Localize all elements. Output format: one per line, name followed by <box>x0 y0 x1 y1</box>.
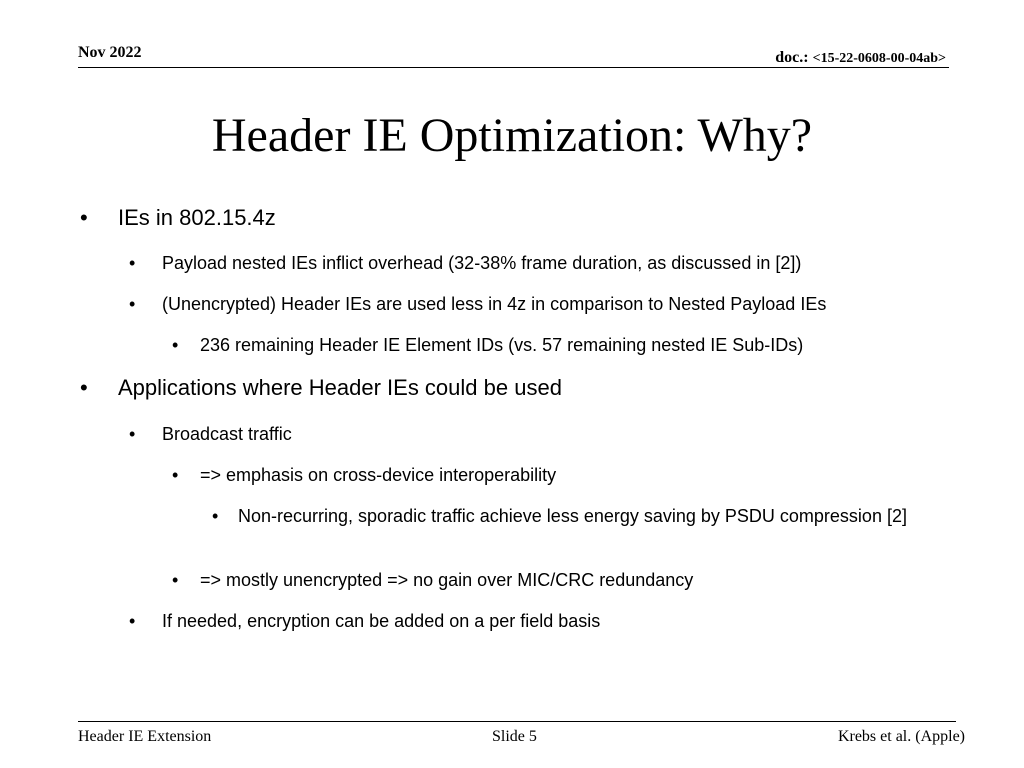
bullet-item-level-2 <box>129 251 952 275</box>
bullet-item-level-4 <box>212 504 952 528</box>
footer-author: Krebs et al. (Apple) <box>837 728 965 745</box>
bullet-text: => mostly unencrypted => no gain over MIC/CRC redundancy <box>200 570 694 590</box>
bullet-text: Non-recurring, sporadic traffic achieve less energy saving by PSDU compression [2] <box>238 506 907 526</box>
bullet-item-level-2 <box>129 609 952 633</box>
bullet-text: Broadcast traffic <box>162 424 292 444</box>
bullet-text: If needed, encryption can be added on a per field basis <box>162 611 601 631</box>
bullet-item-level-1 <box>80 375 958 401</box>
bullet-icon: • <box>129 424 136 444</box>
bullet-icon: • <box>212 506 219 526</box>
footer-rule <box>78 721 956 722</box>
bullet-icon: • <box>80 375 88 400</box>
bullet-item-level-2 <box>129 422 952 446</box>
bullet-icon: • <box>129 611 136 631</box>
bullet-item-level-2 <box>129 292 952 316</box>
bullet-text: IEs in 802.15.4z <box>118 205 276 230</box>
bullet-text: 236 remaining Header IE Element IDs (vs. 57 remaining nested IE Sub-IDs) <box>200 335 804 355</box>
bullet-icon: • <box>172 465 179 485</box>
header-doc-prefix: doc.: <box>775 49 813 66</box>
bullet-icon: • <box>172 570 179 590</box>
bullet-text: Payload nested IEs inflict overhead (32-38% frame duration, as discussed in [2]) <box>162 253 802 273</box>
bullet-item-level-3 <box>172 568 950 592</box>
bullet-icon: • <box>172 335 179 355</box>
slide-title: Header IE Optimization: Why? <box>211 109 813 162</box>
bullet-text: => emphasis on cross-device interoperability <box>200 465 557 485</box>
bullet-item-level-3 <box>172 463 950 487</box>
bullet-item-level-3 <box>172 333 950 357</box>
bullet-item-level-1 <box>80 205 958 231</box>
bullet-text: (Unencrypted) Header IEs are used less in 4z in comparison to Nested Payload IEs <box>162 294 827 314</box>
header-doc-number: <15-22-0608-00-04ab> <box>812 51 946 66</box>
header-date: Nov 2022 <box>78 44 142 61</box>
bullet-icon: • <box>129 253 136 273</box>
bullet-icon: • <box>80 205 88 230</box>
bullet-text: Applications where Header IEs could be used <box>118 375 562 400</box>
footer-left: Header IE Extension <box>78 728 212 745</box>
bullet-icon: • <box>129 294 136 314</box>
footer-slide-number: Slide 5 <box>492 728 537 745</box>
